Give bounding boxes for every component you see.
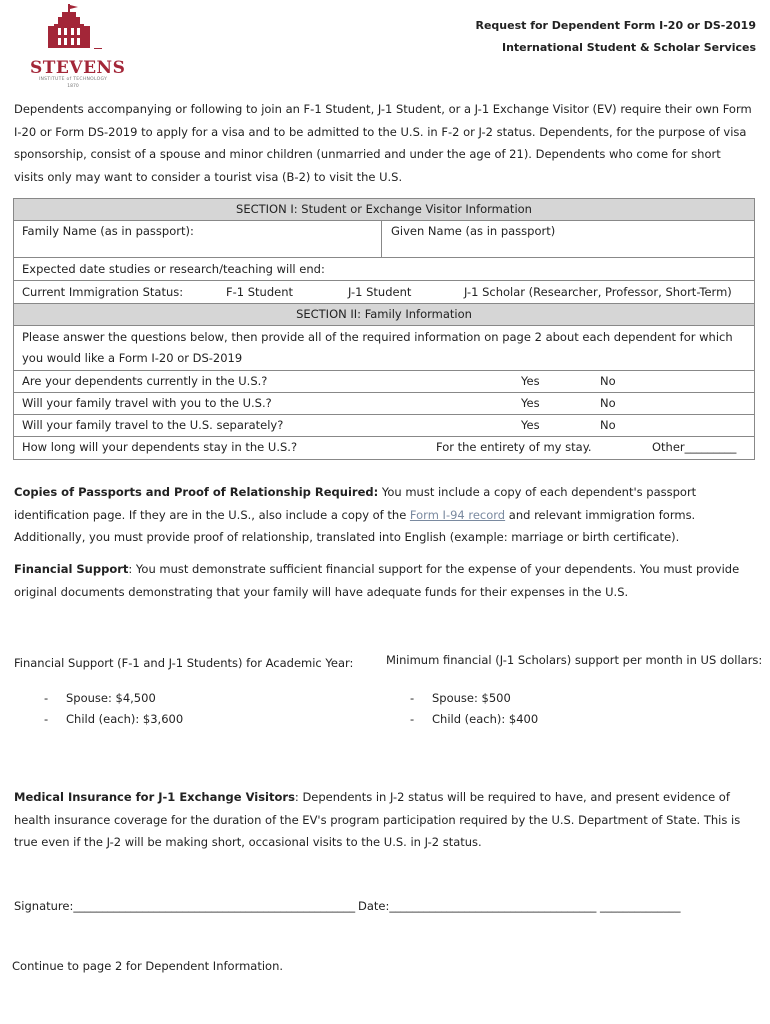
bullet: - (410, 712, 415, 726)
logo-subtitle: INSTITUTE of TECHNOLOGY (38, 77, 108, 82)
duration-row (14, 437, 754, 459)
office-name: International Student & Scholar Services (501, 41, 756, 54)
medical-heading: Medical Insurance for J-1 Exchange Visitors (14, 790, 295, 804)
yes-option[interactable]: Yes (521, 396, 540, 410)
status-option-j1-student[interactable]: J-1 Student (348, 285, 412, 299)
status-row (14, 281, 754, 304)
date-row (14, 258, 754, 281)
medical-section (14, 786, 756, 854)
students-spouse-amount: Spouse: $4,500 (66, 691, 156, 705)
medical-text: : Dependents in J-2 status will be required to have, and present evidence of health insurance coverage for the duration of the EV's program participation required by the U.S. Department of State. This is true even if the J-2 will be making short, occasional visits to the U.S. in J-2 status. (14, 790, 741, 849)
scholars-spouse-amount: Spouse: $500 (432, 691, 511, 705)
logo-year: 1870 (67, 84, 79, 89)
other-option[interactable]: Other_________ (652, 440, 737, 454)
yes-option[interactable]: Yes (521, 374, 540, 388)
bullet: - (410, 691, 415, 705)
scholars-child-amount: Child (each): $400 (432, 712, 539, 726)
question-text: Will your family travel with you to the U.S.? (22, 396, 272, 410)
scholars-support-label: Minimum financial (J-1 Scholars) support per month in US dollars: (386, 653, 763, 667)
form-i94-link[interactable]: Form I-94 record (409, 507, 506, 522)
financial-section (14, 558, 756, 603)
intro-paragraph (14, 98, 754, 188)
copies-heading: Copies of Passports and Proof of Relationship Required: (14, 485, 379, 499)
section-2-title: SECTION II: Family Information (14, 304, 754, 326)
copies-text-2: and relevant immigration forms. Additionally, you must provide proof of relationship, translated into English (example: marriage or birth certificate). (14, 507, 696, 544)
entire-stay-option[interactable]: For the entirety of my stay. (436, 440, 592, 454)
continue-note: Continue to page 2 for Dependent Information. (12, 959, 284, 973)
given-name-field[interactable]: Given Name (as in passport) (391, 224, 556, 238)
question-text: Are your dependents currently in the U.S.? (22, 374, 268, 388)
section-1-title: SECTION I: Student or Exchange Visitor Information (14, 199, 754, 221)
status-option-j1-scholar[interactable]: J-1 Scholar (Researcher, Professor, Short-Term) (464, 285, 732, 299)
section-2-instructions: Please answer the questions below, then provide all of the required information on page 2 about each dependent for which you would like a Form I-20 or DS-2019 (22, 330, 733, 365)
date-field[interactable]: Date:____________________________________ ______________ (358, 899, 681, 913)
bullet: - (44, 691, 49, 705)
duration-question: How long will your dependents stay in the U.S.? (22, 440, 298, 454)
copies-text-1: You must include a copy of each dependent's passport identification page. If they are in the U.S., also include a copy of the (14, 485, 697, 522)
family-name-field[interactable]: Family Name (as in passport): (22, 224, 194, 238)
financial-text: : You must demonstrate sufficient financial support for the expense of your dependents. You must provide original documents demonstrating that your family will have adequate funds for their expenses in the U.S. (14, 562, 740, 599)
name-row (14, 221, 754, 258)
logo-wordmark: STEVENS (30, 58, 126, 78)
bullet: - (44, 712, 49, 726)
no-option[interactable]: No (600, 396, 616, 410)
students-child-amount: Child (each): $3,600 (66, 712, 184, 726)
intro-text: Dependents accompanying or following to join an F-1 Student, J-1 Student, or a J-1 Exchange Visitor (EV) require their own Form I-20 or Form DS-2019 to apply for a visa and to be admitted to the U.S. in F-2 or J-2 status. Dependents, for the purpose of visa sponsorship, consist of a spouse and minor children (unmarried and under the age of 21). Dependents who come for short visits only may want to consider a tourist visa (B-2) to visit the U.S. (14, 102, 752, 184)
copies-section (14, 481, 756, 549)
question-row (14, 371, 754, 393)
form-title: Request for Dependent Form I-20 or DS-2019 (475, 19, 756, 32)
signature-field[interactable]: Signature:_________________________________________________ (14, 899, 356, 913)
status-label: Current Immigration Status: (22, 285, 184, 299)
question-text: Will your family travel to the U.S. separately? (22, 418, 284, 432)
form-table (13, 198, 755, 460)
status-option-f1[interactable]: F-1 Student (226, 285, 294, 299)
students-support-label: Financial Support (F-1 and J-1 Students) for Academic Year: (14, 656, 354, 670)
instructions-row (14, 326, 754, 371)
financial-heading: Financial Support (14, 562, 129, 576)
expected-date-field[interactable]: Expected date studies or research/teaching will end: (22, 262, 325, 276)
question-row (14, 415, 754, 437)
no-option[interactable]: No (600, 418, 616, 432)
no-option[interactable]: No (600, 374, 616, 388)
question-row (14, 393, 754, 415)
yes-option[interactable]: Yes (521, 418, 540, 432)
